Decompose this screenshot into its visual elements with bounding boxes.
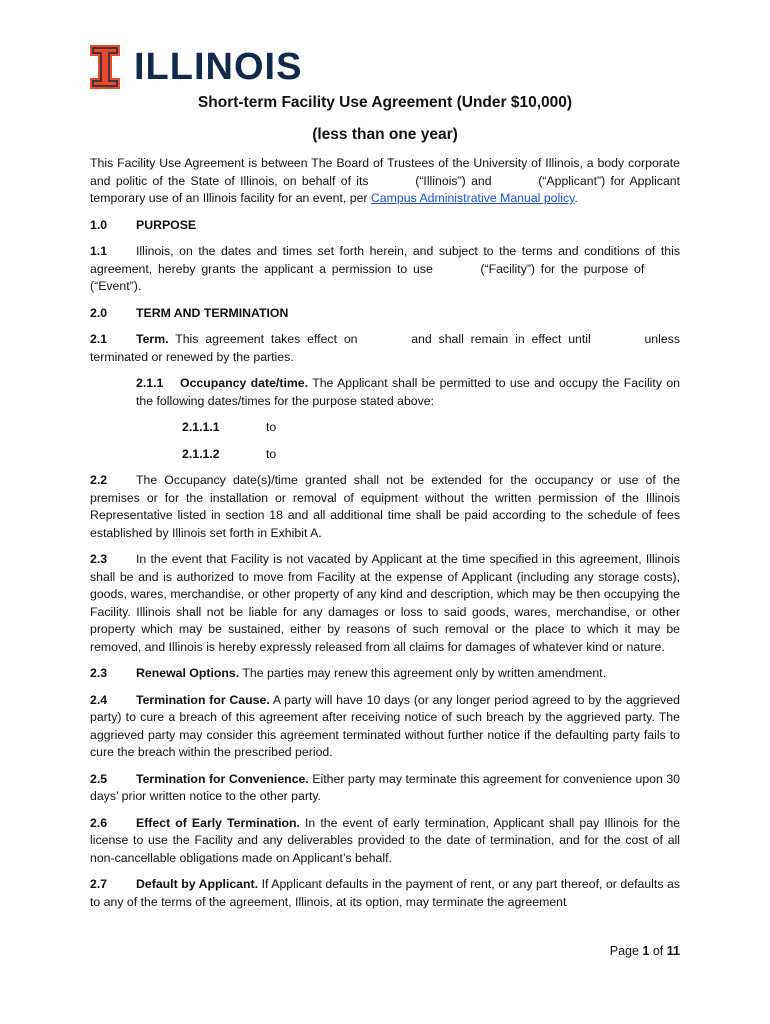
section-2-1-1: 2.1.1 Occupancy date/time. The Applicant shall be permitted to use and occupy the Facility on the following dates/times for the purpose stated above: bbox=[136, 376, 681, 408]
intro-paragraph: This Facility Use Agreement is between The Board of Trustees of the University of Illinois, a body corporate and politic of the State of Illinois, on behalf of its (“Illinois”) and (“Applicant”) for Applicant temporary use of an Illinois facility for an event, per Campus Administrative Manual policy. bbox=[90, 156, 681, 205]
section-2-1: 2.1 Term. This agreement takes effect on and shall remain in effect until unless terminated or renewed by the parties. bbox=[90, 332, 680, 364]
illinois-logo bbox=[90, 45, 302, 89]
block-i-logo-icon bbox=[90, 45, 120, 89]
section-2-3-vacate: 2.3 In the event that Facility is not vacated by Applicant at the time specified in this agreement, Illinois shall be and is authorized to move from Facility at the expense of Applicant (including any storage costs), goods, wares, merchandise, or other property of any kind and description, which may be then occupying the Facility. Illinois shall not be liable for any damages or loss to said goods, wares, merchandise, or other property which may be sustained, either by reasons of such removal or the place to which it may be removed, and Illinois is hereby expressly released from all claims for damages of whatever kind or nature. bbox=[90, 552, 680, 654]
document-title: Short-term Facility Use Agreement (Under $10,000) bbox=[197, 94, 573, 111]
section-2-5: 2.5 Termination for Convenience. Either party may terminate this agreement for convenience upon 30 days’ prior written notice to the other party. bbox=[90, 771, 681, 803]
section-1-1: 1.1 Illinois, on the dates and times set forth herein, and subject to the terms and conditions of this agreement, hereby grants the applicant a permission to use (“Facility”) for the purpose of (“Event”). bbox=[90, 244, 680, 293]
section-2-4: 2.4 Termination for Cause. A party will have 10 days (or any longer period agreed to by the aggrieved party) to cure a breach of this agreement after receiving notice of such breach by the aggrieved party. The aggrieved party may consider this agreement terminated without further notice if the defaulting party fails to cure the breach within the prescribed period. bbox=[90, 692, 680, 759]
section-2-6: 2.6 Effect of Early Termination. In the event of early termination, Applicant shall pay Illinois for the license to use the Facility and any deliverables provided to the date of termination, and for the cost of all non-cancellable obligations made on Applicant’s behalf. bbox=[90, 815, 680, 865]
section-2-1-1-2: 2.1.1.2 to bbox=[182, 446, 277, 461]
document-subtitle: (less than one year) bbox=[312, 126, 458, 143]
section-1-heading: 1.0 PURPOSE bbox=[90, 217, 197, 232]
page-total: 11 bbox=[666, 944, 680, 958]
section-2-1-1-1: 2.1.1.1 to bbox=[182, 420, 277, 434]
page-number: 1 bbox=[642, 944, 650, 958]
logo-wordmark: ILLINOIS bbox=[134, 46, 303, 88]
section-2-3-renewal: 2.3 Renewal Options. The parties may renew this agreement only by written amendment. bbox=[90, 666, 607, 680]
section-2-heading: 2.0 TERM AND TERMINATION bbox=[90, 305, 289, 320]
document-body bbox=[90, 155, 680, 920]
section-2-2: 2.2 The Occupancy date(s)/time granted shall not be extended for the occupancy or use of the premises or for the installation or removal of equipment without the written permission of the Illinois Representative listed in section 18 and all additional time shall be paid according to the schedule of fees established by Illinois set forth in Exhibit A. bbox=[90, 473, 680, 540]
section-2-7: 2.7 Default by Applicant. If Applicant defaults in the payment of rent, or any part thereof, or defaults as to any of the terms of the agreement, Illinois, at its option, may terminate the agreement bbox=[90, 877, 680, 909]
campus-admin-manual-link[interactable]: Campus Administrative Manual policy bbox=[370, 191, 575, 205]
page-footer: Page 1 of 11 bbox=[609, 944, 680, 958]
